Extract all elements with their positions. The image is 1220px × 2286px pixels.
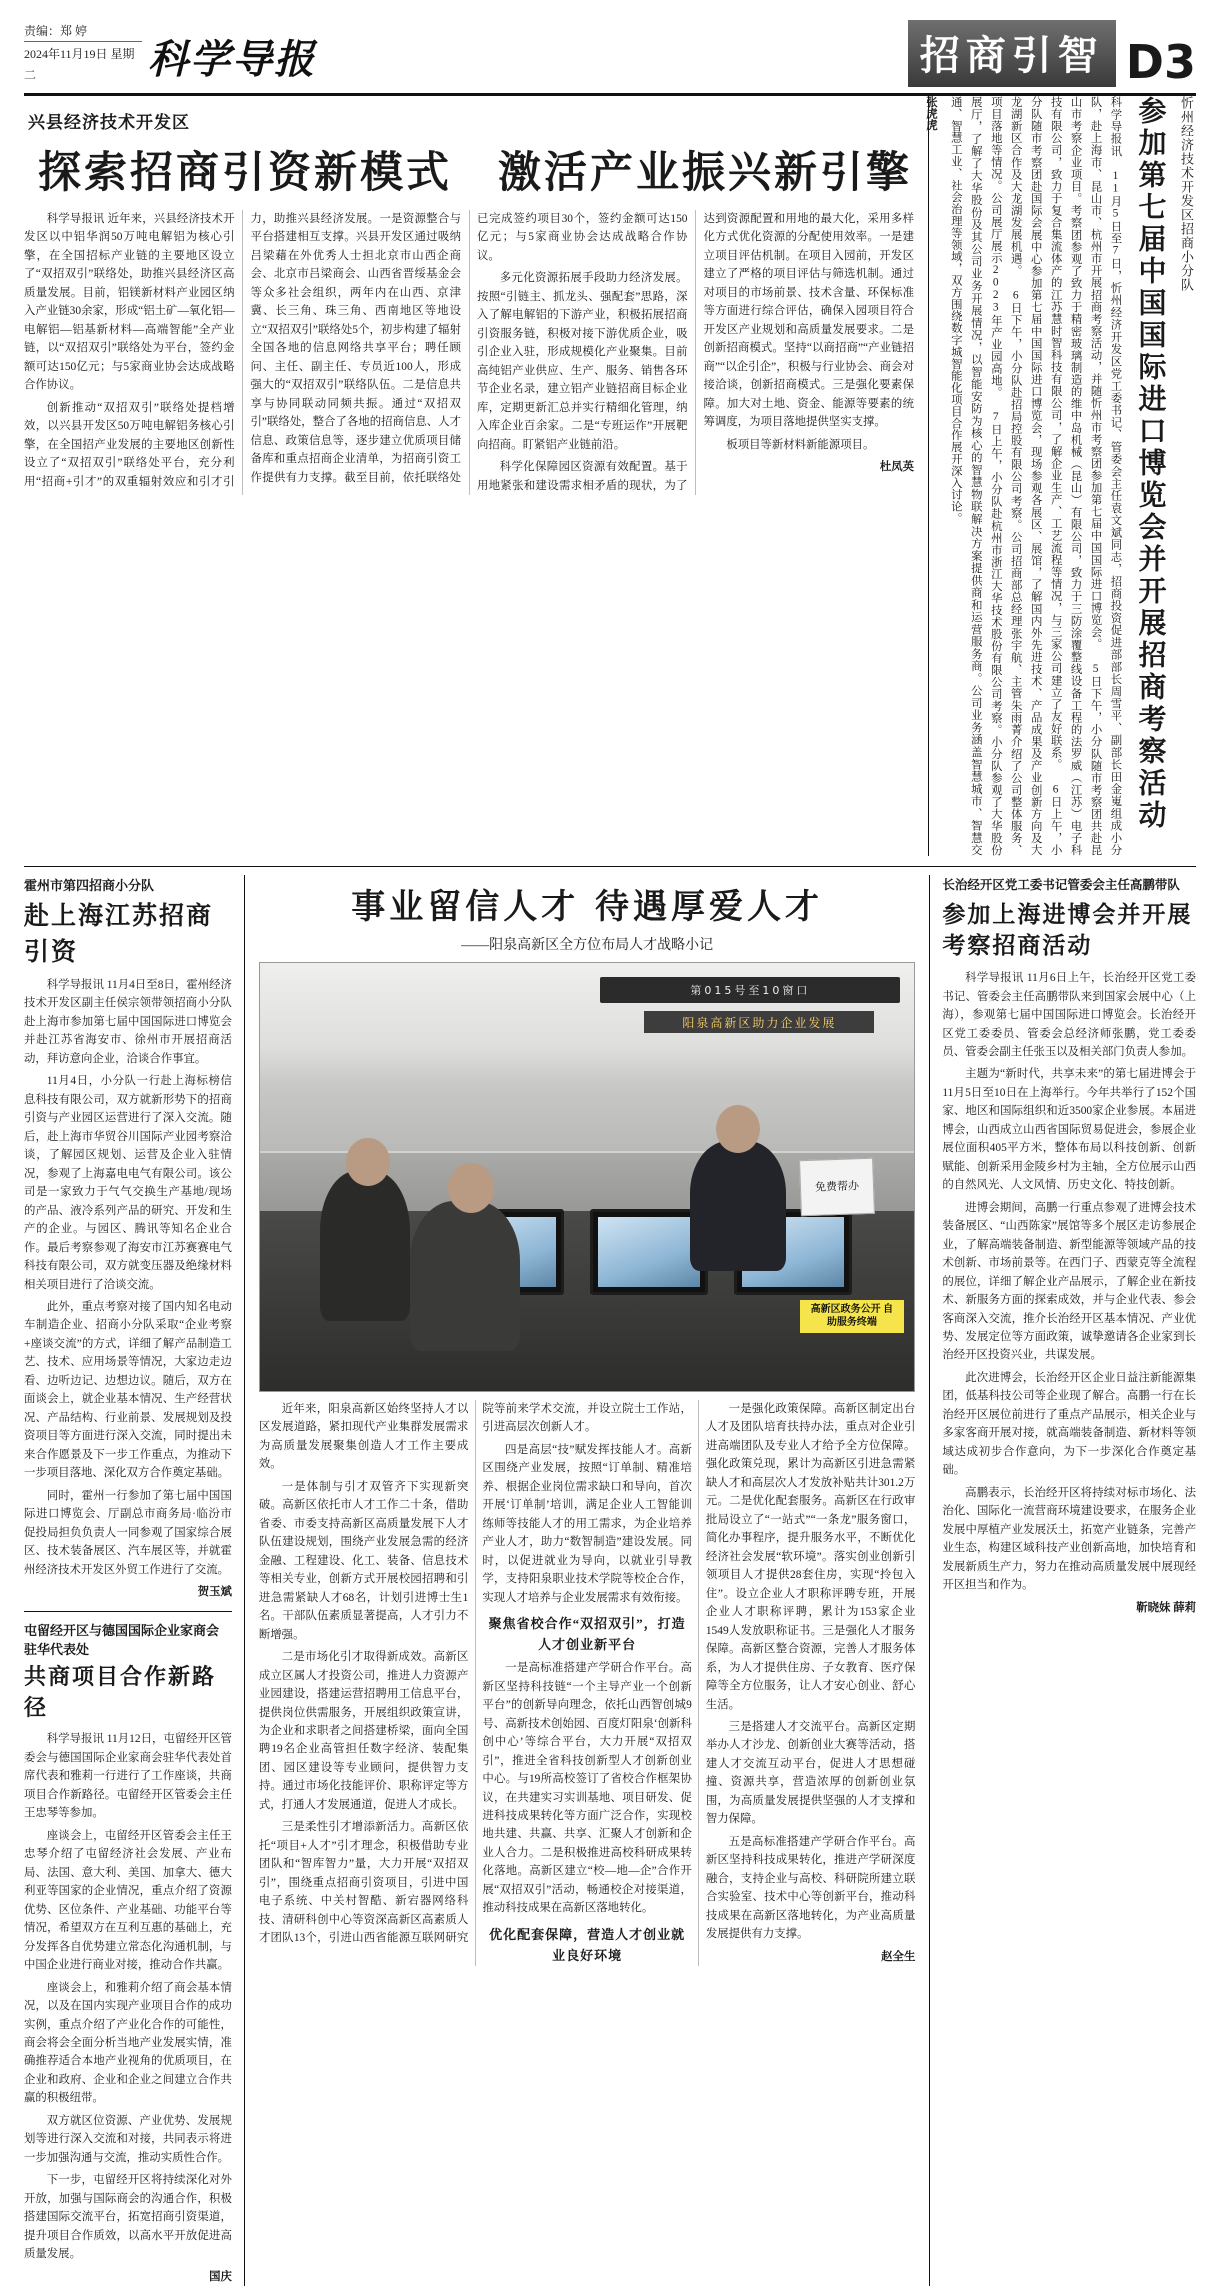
article4-headline: 参加上海进博会并开展考察招商活动: [942, 901, 1193, 960]
paragraph: 此次进博会，长治经开区企业日益注新能源集团，低基科技公司等企业现了解合。高鹏一行在长治经开区展位前进行了重点产品展示，相关企业与多家客商开展对接，就高端装备制造、新材料等领域达成初步合作意向，为下一步深化合作奠定基础。: [942, 1371, 1197, 1477]
article4-byline: 靳晓妹 薛莉: [1136, 1601, 1197, 1614]
lead-headline-right: 激活产业振兴新引擎: [497, 148, 912, 198]
feature-subtitle-1: 聚焦省校合作“双招双引”，打造人才创业新平台: [488, 1616, 686, 1653]
top-area: [24, 96, 1196, 856]
article4-kicker: 长治经开区党工委书记管委会主任高鹏带队: [942, 878, 1180, 892]
feature-subhead: ——阳泉高新区全方位布局人才战略小记: [461, 938, 714, 953]
paragraph: 三是搭建人才交流平台。高新区定期举办人才沙龙、创新创业大赛等活动，搭建人才交流互动平台，促进人才思想碰撞、资源共享，营造浓厚的创新创业氛围，为高质量发展提供坚强的人才支撑和智力保障。: [705, 1720, 916, 1826]
right-rail-top: [924, 96, 1196, 856]
article2-kicker: 霍州市第四招商小分队: [24, 878, 155, 893]
lead-headline: [24, 139, 914, 200]
photo-sign-free-help: 免费帮办: [799, 1158, 875, 1217]
rail-vertical-article: [924, 96, 1196, 856]
lead-headline-left: 探索招商引资新模式: [38, 148, 452, 198]
paragraph: 双方就区位资源、产业优势、发展规划等进行深入交流和对接，共同表示将进一步加强沟通与交流，推动实质性合作。: [24, 2114, 232, 2164]
paragraph: 近年来，阳泉高新区始终坚持人才以区发展道路，紧扣现代产业集群发展需求为高质量发展聚集创造人才工作主要成效。: [258, 1403, 469, 1471]
photo-banner-label: 第015号至10窗口: [600, 977, 900, 1003]
paragraph: 一是高标准搭建产学研合作平台。高新区坚持科技链“一个主导产业一个创新平台”的创新导向理念，依托山西智创城9号、高新技术创始园、百度灯阳泉‘创新科创中心’等综合平台，大力开展“双招双引”，推进全省科技创新型人才创新创业中心。与19所高校签订了省校合作框架协议，在共建实习实训基地、项目研发、促进科技成果转化等方面广泛合作，实现校地共建、共赢、共享、汇聚人才创新和企业人合力。二是积极推进高校科研成果转化落地。高新区建立“校—地—企”合作开展“双招双引”活动，畅通校企对接渠道，推动科技成果在高新区落地转化。: [482, 1662, 692, 1915]
feature-headline: 事业留信人才 待遇厚爱人才: [351, 887, 824, 927]
paper-logo: 科学导报: [148, 36, 316, 83]
paragraph: 座谈会上，屯留经开区管委会主任王忠琴介绍了屯留经济社会发展、产业布局、法国、意大利、美国、加拿大、德大利亚等国家的企业情况，重点介绍了资源优势、区位条件、产业基础、功能平台等情况，希望双方在互利互惠的基础上，充分发挥各自优势建立常态化沟通机制，与中国企业进行商业对接，推动合作共赢。: [24, 1829, 232, 1972]
paragraph: 下一步，屯留经开区将持续深化对外开放，加强与国际商会的沟通合作，积极搭建国际交流平台，拓宽招商引资渠道，提升项目合作质效，以高水平开放促进高质量发展。: [24, 2174, 232, 2261]
article3-body: [24, 1730, 232, 2286]
right-rail-bottom: [929, 875, 1196, 2286]
paragraph: 科学导报讯 11月6日上午，长治经开区党工委书记、管委会主任高鹏带队来到国家会展中心（上海），参观第七届中国国际进口博览会。长治经开区党工委委员、管委会总经济师张鹏，党工委委员、管委会副主任张玉以及相关部门负责人参加。: [942, 972, 1197, 1058]
lead-byline: 杜凤英: [879, 461, 914, 474]
feature-byline: 赵全生: [881, 1950, 916, 1963]
page-number: D3: [1125, 35, 1196, 89]
paragraph: 此外，重点考察对接了国内知名电动车制造企业、招商小分队采取“企业考察+座谈交流”的方式，详细了解产品制造工艺、技术、应用场景等情况，大家边走边看、边听边记、边想边议。随后，双方在面谈会上，就企业基本情况、生产经营状况、产品结构、行业前景、发展规划及投资项目等方面进行深入交流，同时提出未来合作愿景及下一步工作重点，为推动下一步项目落地、深化双方合作奠定基础。: [24, 1300, 232, 1480]
feature-photo: [259, 962, 915, 1392]
mid-area: [24, 875, 1196, 2286]
lead-body: [24, 210, 914, 495]
photo-person: [410, 1201, 520, 1351]
photo-feature: [259, 875, 915, 2286]
photo-sign-self-service: 高新区政务公开 自助服务终端: [800, 1300, 904, 1333]
rail-byline: 张虎虎: [924, 96, 937, 131]
paragraph: 进博会期间，高鹏一行重点参观了进博会技术装备展区、“山西陈家”展馆等多个展区走访参展企业，了解高端装备制造、新型能源等领域产品的技术创新、市场前景等。在西门子、西蒙克等全流程的展位，详细了解企业产品展示，了解企业在新技术、新服务方面的探索成效，并与企业代表、参会客商深入交流，推介长治经开区基本情况、产业优势、发展定位等方面政策，诚挚邀请各企业家到长治经开区投资兴业，共谋发展。: [942, 1201, 1197, 1362]
paragraph: 高鹏表示，长治经开区将持续对标市场化、法治化、国际化一流营商环境建设要求，在服务企业发展中厚植产业发展沃土，拓宽产业链条，完善产业生态，构建区域科技产业创新高地，加快培育和发展新质生产力，努力在推动高质量发展中展现经开区担当和作为。: [942, 1486, 1197, 1592]
feature-body: [259, 1400, 915, 1966]
feature-subtitle-2: 优化配套保障，营造人才创业就业良好环境: [489, 1926, 686, 1963]
divider: [24, 866, 1196, 867]
paragraph: 五是高标准搭建产学研合作平台。高新区坚持科技成果转化，推进产学研深度融合，支持企业与高校、科研院所建立联合实验室、技术中心等创新平台，推动科技成果在高新区落地转化，为产业高质量发展提供有力支撑。: [705, 1835, 916, 1941]
photo-person-head: [448, 1163, 494, 1213]
photo-person: [690, 1141, 786, 1271]
paragraph: 二是市场化引才取得新成效。高新区成立区属人才投资公司，推进人力资源产业园建设，搭建运营招聘用工信息平台，提供岗位供需服务，开展组织政策宣讲，为企业和求职者之间搭建桥梁，面向全国聘19名企业高管担任数字经济、装配集团、园区建设等专业顾问，提供智力支持。通过市场化技能评价、职称评定等方式，打通人才发展通道，促进人才成长。: [258, 1651, 469, 1811]
date-line: 2024年11月19日 星期二: [24, 41, 142, 85]
editor-line: 责编：郑 婷: [24, 23, 88, 38]
article4-body: [942, 969, 1196, 1617]
rail-body: 科学导报讯 11月5日至7日，忻州经济开发区党工委书记、管委会主任袁文斌同志，招商投资促进部部长周雪平、副部长田金嵬组成小分队，赴上海市、昆山市、杭州市开展招商考察活动，并随忻州市考察团参加第七届中国国际进口博览会。 5日下午，小分队随市考察团共赴昆山市考察企业项目。考察团参观了致力于精密玻璃制造的维中岛机械（昆山）有限公司，致力于三防涂覆整线设备工程的法罗威（江苏）电子科技有限公司，致力于复合集流体产的江苏慧时智科技有限公司，了解企业生产、工艺流程等情况，与三家公司建立了友好联系。 6日上午，小分队随市考察团赴国际会展中心参加第七届中国国际进口博览会，现场参观各展区、展馆，了解国内外先进技术、产品成果及产业创新方向及大龙湖新区合作及大龙湖发展机遇。 6日下午，小分队赴招局控股有限公司考察。公司招商部总经理张宇航、主管朱雨菁介绍了公司整体服务、项目落地等情况。公司展厅展示2023年产业园高地。 7日上午，小分队赴杭州市浙江大华技术股份有限公司考察。小分队参观了大华股份展厅，了解了大华股份及其公司业务开展情况，以智能安防为核心的智慧物联解决方案提供商和运营服务商。公司业务涵盖智慧城市、智慧交通、智慧工业、社会治理等领域，双方围绕数字城智能化项目合作展开深入讨论。: [949, 96, 1122, 856]
lead-paragraph: 科学化保障园区资源有效配置。基于用地紧张和建设需求相矛盾的现状，为了达到资源配置和用地的最大化，采用多样化方式优化资源的分配使用效率。一是建立项目评估机制。在项目入园前，开发区建立了严格的项目评估与筛选机制。通过对项目的市场前景、技术含量、环保标准等方面进行综合评估，确保入园项目符合开发区产业规划和高质量发展要求。二是创新招商模式。坚持“以商招商”“产业链招商”“以企引企”，积极与行业协会、商会对接洽谈，创新招商模式。三是强化要素保障。加大对土地、资金、能源等要素的统筹调度，为项目落地提供坚实支撑。: [477, 213, 914, 492]
left-column: [24, 875, 245, 2286]
article2-byline: 贺玉斌: [197, 1586, 232, 1598]
paragraph: 同时，霍州一行参加了第七届中国国际进口博览会、厅副总市商务局·临汾市促投局担负负责人一同参观了国家综合展区、技术装备展区、汽车展区等，并就霍州经济技术开发区外贸工作进行了交流。: [24, 1489, 232, 1576]
section-title: 招商引智: [908, 20, 1116, 87]
paragraph: 一是强化政策保障。高新区制定出台人才及团队培育扶持办法，重点对企业引进高端团队及专业人才给予全方位保障。强化政策兑现，累计为高新区引进急需紧缺人才和高层次人才发放补贴共计301.2万元。二是优化配套服务。高新区在行政审批局设立了“一站式”“一条龙”服务窗口，简化办事程序，提升服务水平，不断优化经济社会发展“软环境”。落实创业创新引领项目人才提供28套住房，实现“拎包入住”。设立企业人才职称评聘专班，开展企业人才职称评聘，累计为153家企业1549人发放职称证书。三是强化人才服务保障。高新区整合资源，完善人才服务体系，为人才提供住房、子女教育、医疗保障等全方位服务，让人才安心创业、舒心生活。: [705, 1403, 916, 1711]
paragraph: 一是体制与引才双管齐下实现新突破。高新区依托市人才工作二十条，借助省委、市委支持高新区高质量发展下人才队伍建设规划，围绕产业发展急需的经济金融、工程建设、化工、装备、信息技术等相关专业，创新方式开展校园招聘和引进急需紧缺人才68名，计划引进博士生1名。干部队伍素质显著提高，人才引力不断增强。: [258, 1480, 469, 1641]
article3-headline: 共商项目合作新路径: [24, 1664, 217, 1722]
paragraph: 科学导报讯 11月4日至8日，霍州经济技术开发区副主任侯宗领带领招商小分队赴上海市参加第七届中国国际进口博览会并赴江苏省海安市、徐州市开展招商活动，拜访意向企业，洽谈合作事宜。: [24, 979, 232, 1065]
paragraph: 四是高层“技”赋发挥技能人才。高新区围绕产业发展，按照“订单制、精准培养、根据企业岗位需求缺口和导向，首次开展‘订单制’培训，满足企业人工智能训练师等技能人才的用工需求，为企业培养产业人才，助力“数智制造”建设发展。同时，以促进就业为导向，以就业引导教学，支持阳泉职业技术学院等校企合作，实现人才培养与企业发展需求有效衔接。: [482, 1443, 692, 1604]
lead-article: [24, 96, 914, 856]
paragraph: 科学导报讯 11月12日，屯留经开区管委会与德国国际企业家商会驻华代表处首席代表和雅莉一行进行了工作座谈，共商项目合作新路径。屯留经开区管委会主任王忠琴等参加。: [24, 1733, 232, 1820]
masthead-meta: [24, 21, 142, 87]
article3-kicker: 屯留经开区与德国国际企业家商会驻华代表处: [24, 1623, 220, 1658]
photo-banner-secondary: 阳泉高新区助力企业发展: [644, 1011, 874, 1033]
paragraph: 11月4日，小分队一行赴上海标榜信息科技有限公司，双方就新形势下的招商引资与产业园区运营进行了深入交流。随后，赴上海市华贸谷川国际产业园考察洽谈，了解园区规划、运营及企业入驻情况，参观了上海嘉电电气有限公司。该公司是一家致力于气气交换生产基地/现场的产品、液冷系列产品的研究、开发和生产的企业。与园区、腾讯等知名企业合作。最后考察参观了海安市江苏赛赛电气科技有限公司，双方就变压器及绝缘材料相关项目进行了洽谈交流。: [24, 1075, 232, 1291]
lead-paragraph: 创新推动“双招双引”联络处提档增效，以兴县开发区50万吨电解铝务核心引擎，在全国招产业发展的主要地区创新性设立了“双招双引”联络处平台，充分利用“招商+引才”的双重辐射效应和引才引力，助推兴县经济发展。一是资源整合与平台搭建相互支撑。兴县开发区通过吸纳吕梁藉在外优秀人士担北京市山西企商会、北京市吕梁商会、山西省晋绥基金会等众多社会组织，两年内在山西、京津冀、长三角、珠三角、西南地区等地设立“双招双引”联络处5个，初步构建了辐射全国各地的信息网络共享平台；聘任顾问、主任、副主任、专员近100人，形成强大的“双招双引”联络队伍。二是信息共享与协同联动同频共振。通过“双招双引”联络处，整合了各地的招商信息、人才信息、政策信息等，逐步建立优质项目储备库和重点招商企业清单，为招商引资工作提供有力支撑。截至目前，依托联络处已完成签约项目30个，签约金额可达150亿元；与5家商业协会达成战略合作协议。: [24, 213, 688, 488]
rail-kicker: 忻州经济技术开发区招商小分队: [1179, 96, 1194, 292]
rail-headline: 参加第七届中国国际进口博览会并开展招商考察活动: [1134, 96, 1168, 832]
lead-paragraph: 科学导报讯 近年来，兴县经济技术开发区以中铝华润50万吨电解铝为核心引擎，在全国招标产业链的主要地区设立了“双招双引”联络处，助推兴县经济区高质量发展。目前，铝镁新材料产业园区纳入产业链30余家，形成“铝土矿—氧化铝—电解铝—铝基新材料—高端智能”全产业链，以“双招双引”联络处为平台，签约金额可达150亿元；与5家商业协会达成战略合作协议。: [24, 213, 235, 392]
paragraph: 座谈会上，和雅莉介绍了商会基本情况，以及在国内实现产业项目合作的成功实例，重点介绍了产业化合作的可能性，商会将会全面分析当地产业发展实情，准确推荐适合本地产业视角的优质项目，在企业和政府、企业和企业之间建立合作共赢的积极纽带。: [24, 1981, 232, 2105]
article2-headline: 赴上海江苏招商引资: [24, 901, 214, 966]
masthead: [24, 18, 1196, 96]
paragraph: 主题为“新时代，共享未来”的第七届进博会于11月5日至10日在上海举行。今年共举行了152个国家、地区和国际组织和近3500家企业参展。本届进博会，山西成立山西省国际贸易促进会，参展企业展位面积405平方米，整体布局以科技创新、创新赋能、创新采用金陵乡村为主轴，全方位展示山西的自然风光、人文风情、历史文化、特技创新。: [942, 1068, 1197, 1192]
lead-paragraph: 板项目等新材料新能源项目。: [726, 438, 875, 451]
photo-person-head: [716, 1105, 760, 1153]
lead-kicker: 兴县经济技术开发区: [28, 113, 190, 132]
paragraph: 三是柔性引才增添新活力。高新区依托“项目+人才”引才理念，积极借助专业团队和“智库智力”量，大力开展“双招双引”，围绕重点招商引资项目，引进中国电子系统、中关村智酷、新宕器网络科技、清研科创中心等资深高新区高素质人才团队13个，引进山西省能源互联网研究院等前来学术交流，并设立院士工作站，引进高层次创新人才。: [258, 1403, 692, 1945]
lead-paragraph: 多元化资源拓展手段助力经济发展。按照“引链主、抓龙头、强配套”思路，深入了解电解铝的下游产业，积极拓展招商引资服务链，积极对接下游优质企业，吸引企业入驻，形成规模化产业聚集。目前高纯铝产业供应、生产、服务、销售各环节企业名录，建立铝产业链招商目标企业库，定期更新汇总并实行精细化管理，纳入库企业百余家。二是“专班运作”开展靶向招商。盯紧铝产业链前沿。: [477, 272, 688, 451]
section-block: [908, 20, 1196, 87]
divider: [24, 1611, 232, 1612]
article2-body: [24, 976, 232, 1601]
photo-person-head: [346, 1138, 390, 1186]
article3-byline: 国庆: [209, 2270, 232, 2283]
photo-person: [320, 1171, 410, 1321]
